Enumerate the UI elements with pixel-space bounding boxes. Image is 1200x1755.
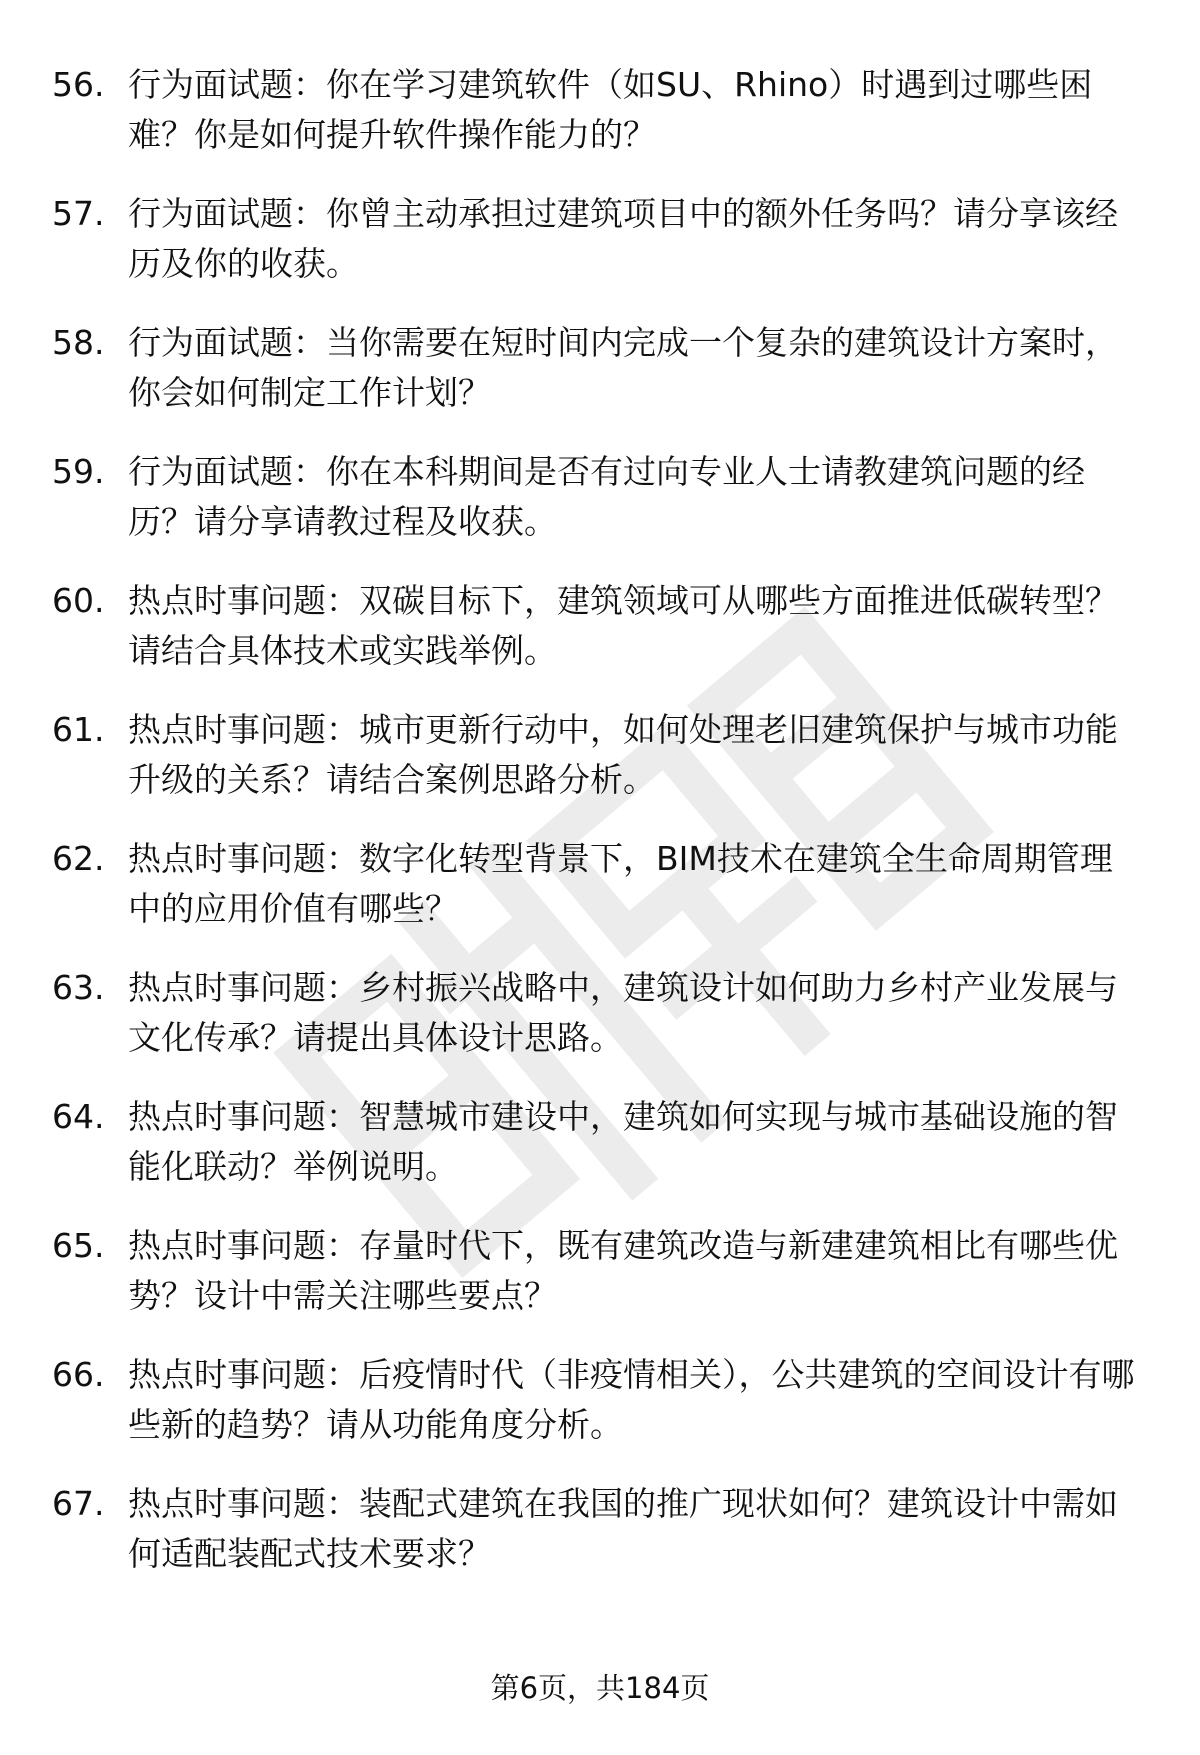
question-number: 61. <box>52 710 105 749</box>
question-item <box>0 447 1200 576</box>
question-text: 热点时事问题：后疫情时代（非疫情相关），公共建筑的空间设计有哪些新的趋势？请从功能角度分析。 <box>128 1355 1135 1444</box>
question-number: 67. <box>52 1484 105 1523</box>
question-text: 热点时事问题：双碳目标下，建筑领域可从哪些方面推进低碳转型？请结合具体技术或实践举例。 <box>128 581 1118 670</box>
question-number: 58. <box>52 323 105 362</box>
question-text: 行为面试题：你在学习建筑软件（如SU、Rhino）时遇到过哪些困难？你是如何提升软件操作能力的？ <box>128 65 1093 154</box>
question-text: 热点时事问题：乡村振兴战略中，建筑设计如何助力乡村产业发展与文化传承？请提出具体设计思路。 <box>128 968 1118 1057</box>
question-number: 66. <box>52 1355 105 1394</box>
question-number: 62. <box>52 839 105 878</box>
question-number: 59. <box>52 452 105 491</box>
question-number: 63. <box>52 968 105 1007</box>
question-item <box>0 1350 1200 1479</box>
question-item <box>0 318 1200 447</box>
question-item <box>0 576 1200 705</box>
question-item <box>0 1479 1200 1608</box>
question-number: 64. <box>52 1097 105 1136</box>
question-item <box>0 834 1200 963</box>
question-number: 65. <box>52 1226 105 1265</box>
question-list <box>0 60 1200 1608</box>
question-text: 行为面试题：你在本科期间是否有过向专业人士请教建筑问题的经历？请分享请教过程及收获。 <box>128 452 1085 541</box>
question-item <box>0 1092 1200 1221</box>
question-item <box>0 705 1200 834</box>
question-item <box>0 963 1200 1092</box>
question-item <box>0 189 1200 318</box>
question-text: 热点时事问题：城市更新行动中，如何处理老旧建筑保护与城市功能升级的关系？请结合案例思路分析。 <box>128 710 1118 799</box>
question-text: 热点时事问题：装配式建筑在我国的推广现状如何？建筑设计中需如何适配装配式技术要求？ <box>128 1484 1118 1573</box>
question-text: 行为面试题：你曾主动承担过建筑项目中的额外任务吗？请分享该经历及你的收获。 <box>128 194 1118 283</box>
question-number: 57. <box>52 194 105 233</box>
question-item <box>0 60 1200 189</box>
question-number: 56. <box>52 65 105 104</box>
question-text: 热点时事问题：数字化转型背景下，BIM技术在建筑全生命周期管理中的应用价值有哪些？ <box>128 839 1113 928</box>
question-number: 60. <box>52 581 105 620</box>
question-item <box>0 1221 1200 1350</box>
page-footer: 第6页，共184页 <box>490 1671 710 1705</box>
question-text: 热点时事问题：存量时代下，既有建筑改造与新建建筑相比有哪些优势？设计中需关注哪些要点？ <box>128 1226 1118 1315</box>
question-text: 行为面试题：当你需要在短时间内完成一个复杂的建筑设计方案时，你会如何制定工作计划？ <box>128 323 1118 412</box>
question-text: 热点时事问题：智慧城市建设中，建筑如何实现与城市基础设施的智能化联动？举例说明。 <box>128 1097 1118 1186</box>
